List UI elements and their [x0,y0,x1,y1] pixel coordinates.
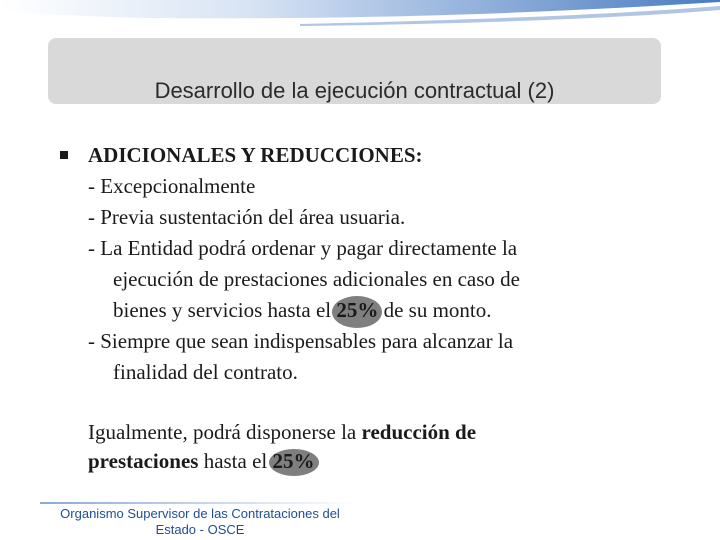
bold-text: prestaciones [88,449,199,473]
slide-body [60,140,660,474]
list-line-continuation: finalidad del contrato. [113,360,298,384]
footer-line-2: Estado - OSCE [155,522,245,537]
list-line: - Excepcionalmente [88,174,256,198]
bullet-heading: ADICIONALES Y REDUCCIONES: [88,143,423,167]
footer-line-1: Organismo Supervisor de las Contrataciones del [60,506,340,521]
list-line-continuation [88,295,660,326]
list-line-continuation: ejecución de prestaciones adicionales en caso de [113,267,520,291]
header-swoosh-decoration [0,0,720,32]
closing-paragraph [60,417,660,474]
list-line: - Previa sustentación del área usuaria. [88,205,406,229]
text-fragment: bienes y servicios hasta el [113,298,337,322]
list-line: - La Entidad podrá ordenar y pagar directamente la [88,236,518,260]
bullet-item [60,140,660,388]
square-bullet-icon [60,151,68,159]
slide-title: Desarrollo de la ejecución contractual (2) [154,78,555,103]
bold-text: reducción de [361,420,477,444]
paragraph-line [88,448,660,474]
list-line: - Siempre que sean indispensables para alcanzar la [88,329,514,353]
title-banner [48,38,661,104]
paragraph-line [88,417,660,448]
text-fragment: de su monto. [378,298,492,322]
text-fragment: Igualmente, podrá disponerse la [88,420,362,444]
footer-divider [40,502,360,504]
highlighted-percentage: 25% [272,449,315,473]
footer-organization [42,506,358,538]
highlighted-percentage: 25% [336,295,378,326]
text-fragment: hasta el [198,449,273,473]
